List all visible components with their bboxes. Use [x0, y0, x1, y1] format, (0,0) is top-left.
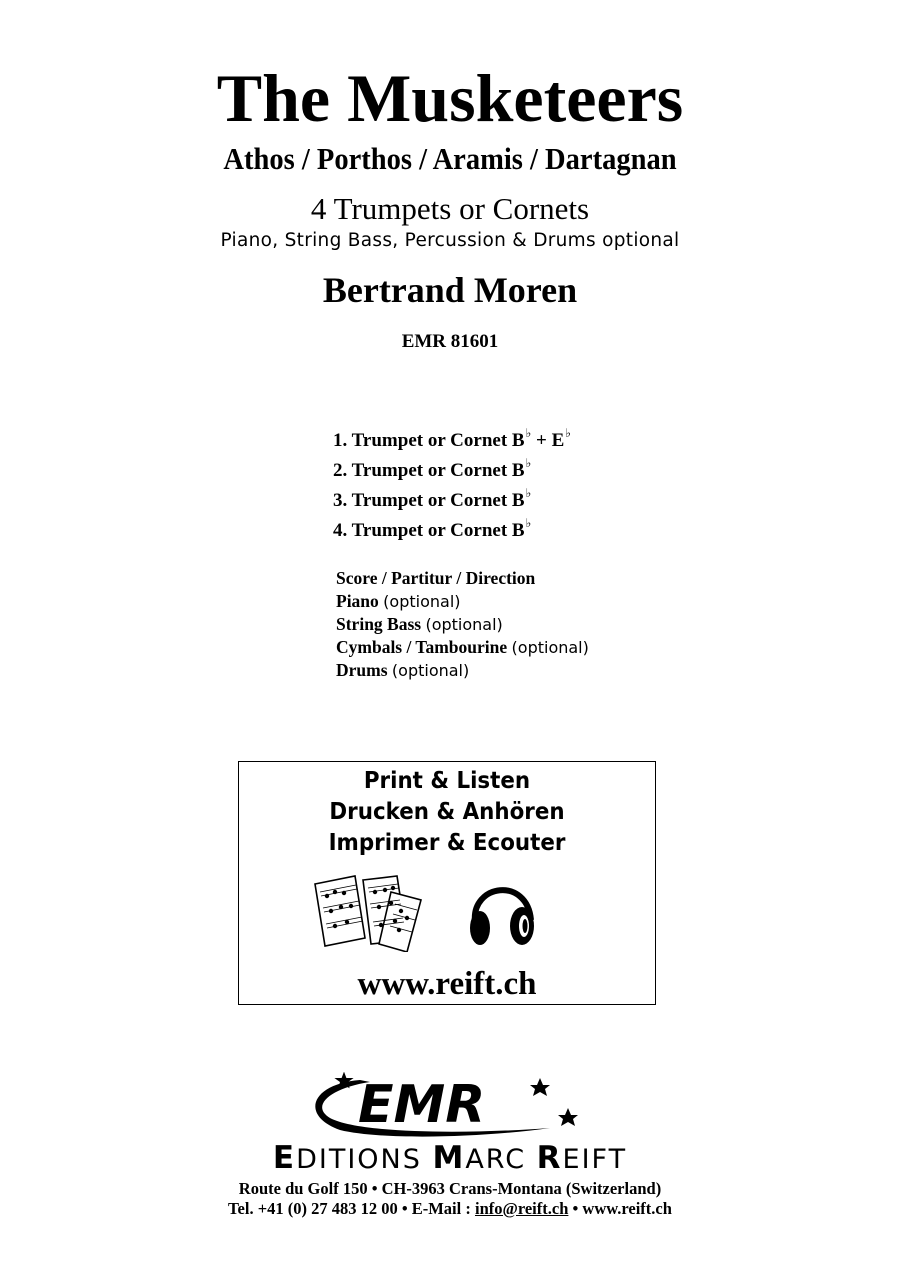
extra-note: (optional)	[383, 592, 461, 611]
promo-url[interactable]: www.reift.ch	[357, 966, 537, 1002]
part-item	[333, 420, 571, 450]
publisher-contact	[0, 1198, 900, 1220]
part-label: 3. Trumpet or Cornet B	[333, 490, 525, 511]
extra-name: String Bass	[336, 614, 422, 634]
publisher-address: Route du Golf 150 • CH-3963 Crans-Montana (Switzerland)	[238, 1179, 662, 1198]
extras-list	[336, 567, 589, 682]
extra-item	[336, 636, 589, 659]
composer: Bertrand Moren	[322, 270, 578, 310]
extra-item	[336, 590, 589, 613]
flat-symbol: ♭	[525, 426, 532, 440]
extra-note: (optional)	[425, 615, 503, 634]
extra-name: Cymbals / Tambourine	[336, 637, 508, 657]
part-item	[333, 480, 571, 510]
optional-instruments: Piano, String Bass, Percussion & Drums optional	[220, 230, 680, 251]
flat-symbol: ♭	[565, 426, 571, 440]
publisher-initial: E	[272, 1140, 297, 1176]
part-label: 4. Trumpet or Cornet B	[333, 520, 525, 541]
publisher-part: EIFT	[562, 1144, 628, 1175]
contact-phone: Tel. +41 (0) 27 483 12 00 • E-Mail :	[228, 1199, 475, 1218]
extra-note: (optional)	[511, 638, 589, 657]
subtitle: Athos / Porthos / Aramis / Dartagnan	[223, 141, 677, 176]
contact-web: • www.reift.ch	[568, 1199, 672, 1218]
part-label: 2. Trumpet or Cornet B	[333, 460, 525, 481]
flat-symbol: ♭	[525, 516, 532, 530]
catalog-number: EMR 81601	[401, 331, 499, 352]
flat-symbol: ♭	[525, 456, 532, 470]
headphones-icon	[467, 870, 537, 950]
part-label: 1. Trumpet or Cornet B	[333, 430, 525, 451]
extra-item	[336, 659, 589, 682]
promo-line-de: Drucken & Anhören	[329, 799, 565, 825]
instrumentation: 4 Trumpets or Cornets	[310, 191, 590, 226]
extra-name: Piano	[336, 591, 379, 611]
part-item	[333, 510, 571, 540]
emr-logo	[300, 1072, 600, 1142]
logo-text: EMR	[358, 1075, 486, 1135]
sheet-music-icon	[311, 870, 423, 952]
title: The Musketeers	[216, 60, 684, 136]
extra-name: Score / Partitur / Direction	[336, 568, 536, 588]
contact-email-link[interactable]: info@reift.ch	[474, 1199, 569, 1218]
publisher-initial: M	[432, 1140, 466, 1176]
parts-list	[333, 420, 571, 540]
extra-item	[336, 567, 589, 590]
part-item	[333, 450, 571, 480]
promo-line-fr: Imprimer & Ecouter	[328, 830, 566, 856]
publisher-name	[0, 1140, 900, 1176]
part-label-extra: + E	[531, 430, 565, 451]
extra-note: (optional)	[391, 661, 470, 680]
extra-name: Drums	[336, 660, 388, 680]
flat-symbol: ♭	[525, 486, 532, 500]
publisher-initial: R	[536, 1140, 563, 1176]
print-listen-box	[238, 761, 656, 1005]
promo-line-en: Print & Listen	[363, 768, 531, 794]
extra-item	[336, 613, 589, 636]
publisher-part: ARC	[465, 1144, 537, 1175]
publisher-part: DITIONS	[296, 1144, 433, 1175]
